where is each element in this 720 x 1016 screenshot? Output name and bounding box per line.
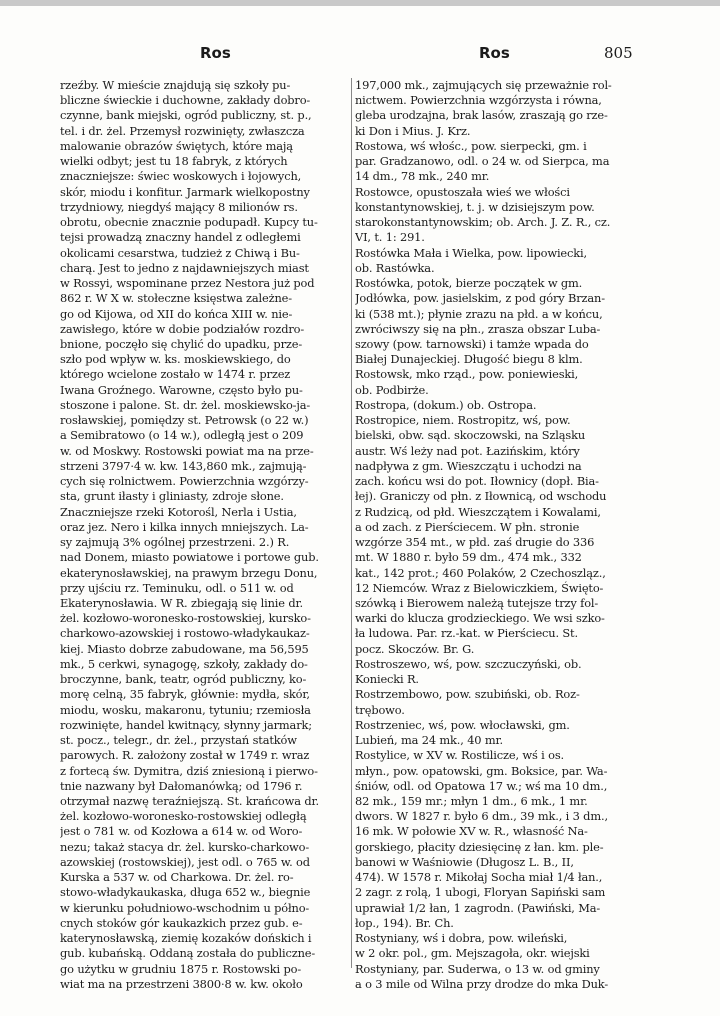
text-line: jest o 781 w. od Kozłowa a 614 w. od Woro- bbox=[60, 824, 303, 839]
text-line: rozwinięte, handel kwitnący, słynny jarmark; bbox=[60, 717, 312, 732]
text-line: gub. kubańską. Oddaną została do publiczne- bbox=[60, 946, 316, 961]
text-line: Kurska a 537 w. od Charkowa. Dr. żel. ro- bbox=[60, 870, 294, 885]
text-line: bliczne świeckie i duchowne, zakłady dobro- bbox=[60, 93, 311, 108]
text-line: oraz jez. Nero i kilka innych mniejszych. La- bbox=[60, 519, 309, 534]
text-line: mk., 5 cerkwi, synagogę, szkoły, zakłady do- bbox=[60, 656, 308, 671]
text-line: bnione, poczęło się chylić do upadku, prze- bbox=[60, 336, 303, 351]
text-line: 12 Niemców. Wraz z Bielowiczkiem, Święto- bbox=[355, 580, 604, 595]
text-line: rzeźby. W mieście znajdują się szkoły pu- bbox=[60, 78, 291, 92]
text-line: strzeni 3797·4 w. kw. 143,860 mk., zajmują- bbox=[60, 458, 307, 473]
text-line: ła ludowa. Par. rz.-kat. w Pierściecu. St. bbox=[355, 626, 578, 641]
text-line: wzgórze 354 mt., w płd. zaś drugie do 336 bbox=[355, 535, 595, 550]
text-line: banowi w Waśniowie (Długosz L. B., II, bbox=[355, 854, 574, 869]
text-line: 197,000 mk., zajmujących się przeważnie rol- bbox=[355, 78, 612, 92]
text-line: okolicami cesarstwa, tudzież z Chiwą i Bu- bbox=[60, 245, 300, 260]
text-line: Ekaterynosławia. W R. zbiegają się linie dr. bbox=[60, 595, 303, 610]
text-line: Rostowsk, mko rząd., pow. poniewieski, bbox=[355, 367, 579, 382]
text-line: sy zajmują 3% ogólnej przestrzeni. 2.) R. bbox=[60, 535, 290, 550]
page-number: 805 bbox=[604, 44, 633, 62]
text-line: Rostyniany, wś i dobra, pow. wileński, bbox=[355, 931, 568, 946]
text-line: w. od Moskwy. Rostowski powiat ma na prze- bbox=[60, 443, 314, 458]
text-line: Rostropa, (dokum.) ob. Ostropa. bbox=[355, 397, 537, 412]
text-line: azowskiej (rostowskiej), jest odl. o 765 w. od bbox=[60, 854, 310, 869]
text-line: charkowo-azowskiej i rostowo-władykaukaz- bbox=[60, 626, 310, 641]
text-line: stowo-władykaukaska, długa 652 w., biegnie bbox=[60, 885, 311, 900]
text-line: parowych. R. założony został w 1749 r. wraz bbox=[60, 748, 310, 763]
text-line: w Rossyi, wspominane przez Nestora już pod bbox=[60, 276, 315, 291]
text-line: cych się rolnictwem. Powierzchnia wzgórzy- bbox=[60, 474, 309, 489]
text-line: pocz. Skoczów. Br. G. bbox=[355, 641, 475, 656]
text-line: austr. Wś leży nad pot. Łazińskim, który bbox=[355, 443, 580, 458]
text-line: Jodłówka, pow. jasielskim, z pod góry Brzan- bbox=[355, 291, 605, 306]
text-line: Rostylice, w XV w. Rostilicze, wś i os. bbox=[355, 748, 565, 763]
text-line: go od Kijowa, od XII do końca XIII w. nie- bbox=[60, 306, 293, 321]
text-line: żel. kozłowo-woronesko-rostowskiej, kursko- bbox=[60, 611, 311, 626]
text-line: ekaterynosławskiej, na prawym brzegu Donu, bbox=[60, 565, 318, 580]
text-line: wielki odbyt; jest tu 18 fabryk, z których bbox=[60, 154, 288, 169]
text-line: go użytku w grudniu 1875 r. Rostowski po- bbox=[60, 961, 302, 976]
text-line: warki do klucza grodzieckiego. We wsi szko- bbox=[355, 611, 605, 626]
text-line: starokonstantynowskim; ob. Arch. J. Z. R., cz. bbox=[355, 215, 611, 230]
text-line: malowanie obrazów świętych, które mają bbox=[60, 138, 293, 153]
text-line: 2 zagr. z rolą, 1 ubogi, Floryan Sapiński sam bbox=[355, 885, 606, 900]
text-line: cnych stoków gór kaukazkich przez gub. e- bbox=[60, 915, 303, 930]
text-line: VI, t. 1: 291. bbox=[355, 230, 425, 245]
text-line: par. Gradzanowo, odl. o 24 w. od Sierpca, ma bbox=[355, 154, 610, 169]
text-line: obrotu, obecnie znacznie podupadł. Kupcy tu- bbox=[60, 215, 318, 230]
text-line: łop., 194). Br. Ch. bbox=[355, 915, 454, 930]
text-line: nad Donem, miasto powiatowe i portowe gub. bbox=[60, 550, 319, 565]
text-line: zawisłego, które w dobie podziałów rozdro- bbox=[60, 321, 305, 336]
text-line: ob. Podbirże. bbox=[355, 382, 429, 397]
text-line: przy ujściu rz. Teminuku, odl. o 511 w. od bbox=[60, 580, 294, 595]
text-line: nezu; takaż stacya dr. żel. kursko-charkowo- bbox=[60, 839, 310, 854]
text-line: rosławskiej, pomiędzy st. Petrowsk (o 22 w.) bbox=[60, 413, 309, 428]
text-line: szowy (pow. tarnowski) i tamże wpada do bbox=[355, 336, 589, 351]
text-line: trzydniowy, niegdyś mający 8 milionów rs. bbox=[60, 199, 298, 214]
text-line: z Rudzicą, od płd. Wieszczątem i Kowalami, bbox=[355, 504, 601, 519]
text-line: w 2 okr. pol., gm. Mejszagoła, okr. wiejski bbox=[355, 946, 590, 961]
text-line: stoszone i palone. St. dr. żel. moskiewsko-ja- bbox=[60, 397, 311, 412]
text-line: morę celną, 35 fabryk, głównie: mydła, skór, bbox=[60, 687, 310, 702]
text-line: Rostowa, wś włośc., pow. sierpecki, gm. i bbox=[355, 138, 587, 153]
text-line: 862 r. W X w. stołeczne księstwa zależne- bbox=[60, 291, 292, 306]
text-line: znaczniejsze: świec woskowych i łojowych, bbox=[60, 169, 302, 184]
text-line: żel. kozłowo-woronesko-rostowskiej odległą bbox=[60, 809, 307, 824]
text-line: mt. W 1880 r. było 59 dm., 474 mk., 332 bbox=[355, 550, 582, 565]
text-line: gleba urodzajna, brak lasów, zraszają go rze- bbox=[355, 108, 608, 123]
text-line: Rostowce, opustoszała wieś we włości bbox=[355, 184, 570, 199]
text-line: Rostropice, niem. Rostropitz, wś, pow. bbox=[355, 413, 571, 428]
text-line: z fortecą św. Dymitra, dziś zniesioną i pierwo- bbox=[60, 763, 318, 778]
text-line: nictwem. Powierzchnia wzgórzysta i równa, bbox=[355, 93, 602, 108]
text-line: st. pocz., telegr., dr. żel., przystań statków bbox=[60, 733, 297, 748]
text-line: tel. i dr. żel. Przemysł rozwinięty, zwłaszcza bbox=[60, 123, 305, 138]
running-head-left: Ros bbox=[200, 44, 231, 62]
text-line: szówką i Bierowem należą tutejsze trzy fol- bbox=[355, 595, 599, 610]
text-line: Rostrzeniec, wś, pow. włocławski, gm. bbox=[355, 717, 570, 732]
text-line: Koniecki R. bbox=[355, 672, 419, 687]
text-line: ki Don i Mius. J. Krz. bbox=[355, 123, 471, 138]
text-line: dwors. W 1827 r. było 6 dm., 39 mk., i 3 dm., bbox=[355, 809, 608, 824]
text-line: otrzymał nazwę teraźniejszą. St. krańcowa dr. bbox=[60, 794, 319, 809]
running-head-right: Ros bbox=[479, 44, 510, 62]
text-line: nadpływa z gm. Wieszczątu i uchodzi na bbox=[355, 458, 582, 473]
scan-edge bbox=[0, 0, 720, 6]
right-column bbox=[355, 78, 623, 992]
text-line: katerynosławską, ziemię kozaków dońskich i bbox=[60, 931, 312, 946]
text-line: Lubień, ma 24 mk., 40 mr. bbox=[355, 733, 504, 748]
text-line: ki (538 mt.); płynie zrazu na płd. a w końcu, bbox=[355, 306, 603, 321]
text-line: 16 mk. W połowie XV w. R., własność Na- bbox=[355, 824, 588, 839]
text-line: uprawiał 1/2 łan, 1 zagrodn. (Pawiński, Ma- bbox=[355, 900, 601, 915]
text-line: trębowo. bbox=[355, 702, 405, 717]
text-line: Rostroszewo, wś, pow. szczuczyński, ob. bbox=[355, 656, 582, 671]
text-line: młyn., pow. opatowski, gm. Boksice, par. Wa- bbox=[355, 763, 608, 778]
text-line: Rostówka, potok, bierze początek w gm. bbox=[355, 276, 583, 291]
text-line: skór, miodu i konfitur. Jarmark wielkopostny bbox=[60, 184, 310, 199]
left-column bbox=[60, 78, 352, 992]
text-line: zach. końcu wsi do pot. Iłownicy (dopł. Bia- bbox=[355, 474, 599, 489]
text-line: wiat ma na przestrzeni 3800·8 w. kw. około bbox=[60, 976, 303, 991]
text-line: sta, grunt iłasty i gliniasty, zdroje słone. bbox=[60, 489, 284, 504]
text-line: kat., 142 prot.; 460 Polaków, 2 Czechoszląz., bbox=[355, 565, 606, 580]
text-line: szło pod wpływ w. ks. moskiewskiego, do bbox=[60, 352, 291, 367]
text-line: bielski, obw. sąd. skoczowski, na Szląsku bbox=[355, 428, 586, 443]
text-line: Białej Dunajeckiej. Długość biegu 8 klm. bbox=[355, 352, 583, 367]
text-line: a Semibratowo (o 14 w.), odległą jest o 209 bbox=[60, 428, 304, 443]
text-line: konstantynowskiej, t. j. w dzisiejszym pow. bbox=[355, 199, 595, 214]
text-line: zwróciwszy się na płn., zrasza obszar Luba- bbox=[355, 321, 601, 336]
text-line: czynne, bank miejski, ogród publiczny, st. p., bbox=[60, 108, 312, 123]
text-line: w kierunku południowo-wschodnim u półno- bbox=[60, 900, 310, 915]
text-line: śniów, odl. od Opatowa 17 w.; wś ma 10 dm., bbox=[355, 778, 608, 793]
text-line: ob. Rastówka. bbox=[355, 260, 435, 275]
text-line: Znaczniejsze rzeki Kotorośl, Nerla i Ustia, bbox=[60, 504, 297, 519]
text-line: gorskiego, płacity dziesięcinę z łan. km. ple- bbox=[355, 839, 604, 854]
text-line: Iwana Groźnego. Warowne, często było pu- bbox=[60, 382, 303, 397]
text-line: łej). Graniczy od płn. z Iłownicą, od wschodu bbox=[355, 489, 607, 504]
text-line: kiej. Miasto dobrze zabudowane, ma 56,595 bbox=[60, 641, 309, 656]
text-line: Rostyniany, par. Suderwa, o 13 w. od gminy bbox=[355, 961, 600, 976]
page-header bbox=[0, 44, 720, 68]
text-line: Rostówka Mała i Wielka, pow. lipowiecki, bbox=[355, 245, 587, 260]
text-line: 14 dm., 78 mk., 240 mr. bbox=[355, 169, 490, 184]
text-line: miodu, wosku, makaronu, tytuniu; rzemiosła bbox=[60, 702, 311, 717]
text-line: którego wcielone zostało w 1474 r. przez bbox=[60, 367, 291, 382]
text-line: 474). W 1578 r. Mikołaj Socha miał 1/4 łan., bbox=[355, 870, 603, 885]
text-line: a od zach. z Pierściecem. W płn. stronie bbox=[355, 519, 580, 534]
text-line: 82 mk., 159 mr.; młyn 1 dm., 6 mk., 1 mr. bbox=[355, 794, 588, 809]
text-line: charą. Jest to jedno z najdawniejszych miast bbox=[60, 260, 309, 275]
text-line: a o 3 mile od Wilna przy drodze do mka Duk- bbox=[355, 976, 609, 991]
column-divider bbox=[351, 78, 352, 968]
text-line: tejsi prowadzą znaczny handel z odległemi bbox=[60, 230, 301, 245]
text-line: tnie nazwany był Dałomanówką; od 1796 r. bbox=[60, 778, 303, 793]
text-line: Rostrzembowo, pow. szubiński, ob. Roz- bbox=[355, 687, 580, 702]
text-line: broczynne, bank, teatr, ogród publiczny, ko- bbox=[60, 672, 307, 687]
